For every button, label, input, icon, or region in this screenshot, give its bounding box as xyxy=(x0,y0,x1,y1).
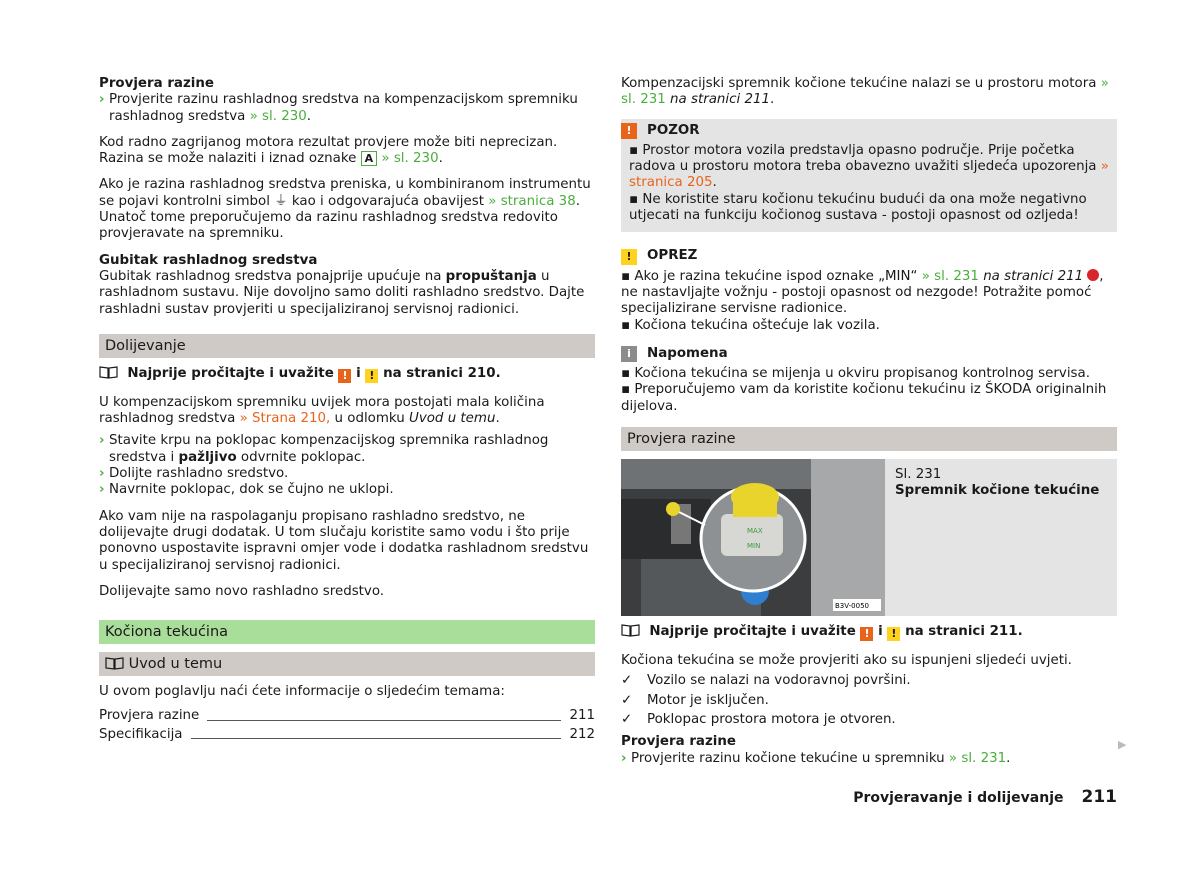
link-page-210[interactable]: » Strana 210, xyxy=(239,411,331,427)
paragraph-no-coolant: Ako vam nije na raspolaganju propisano rashladno sredstvo, ne dolijevajte drugi dodatak. U tom slučaju koristite samo vodu i što prije ponovno uspostavite ispravni omjer vode i dodatka rashladnom sredstvu u specijaliziranoj servisnoj radionici. xyxy=(99,508,589,573)
check-item: ✓ Vozilo se nalazi na vodoravnoj površini. xyxy=(621,673,911,689)
figure-code: B3V-0050 xyxy=(835,602,869,611)
warning-box xyxy=(621,119,1117,233)
figure-231 xyxy=(621,459,1117,616)
section-kociona: Kočiona tekućina xyxy=(99,620,595,644)
link-fig-230[interactable]: » sl. 230 xyxy=(249,108,307,124)
steps-list xyxy=(99,433,595,498)
svg-text:MAX: MAX xyxy=(747,527,763,536)
page-number: 211 xyxy=(1081,787,1117,807)
section-uvod: Uvod u temu xyxy=(99,652,595,676)
figure-title: Spremnik kočione tekućine xyxy=(895,483,1100,499)
info-icon: i xyxy=(621,346,637,362)
paragraph-small-amount: U kompenzacijskom spremniku uvijek mora postojati mala količina rashladnog sredstva » Strana 210, u odlomku Uvod u temu. xyxy=(99,394,545,427)
warning-title: POZOR xyxy=(647,122,700,138)
note-item: ▪ Preporučujemo vam da koristite kočionu tekućinu iz ŠKODA originalnih dijelova. xyxy=(621,382,1107,414)
link-fig-230-b[interactable]: » sl. 230 xyxy=(377,151,439,167)
next-page-arrow-icon[interactable]: ▶ xyxy=(1118,738,1127,751)
paragraph-low-level: Ako je razina rashladnog sredstva preniska, u kombiniranom instrumentu se pojavi kontrolni simbol ⏚ kao i odgovarajuća obavijest » stranica 38. Unatoč tome preporučujemo da razinu rashladnog sredstva redovito provjeravate na spremniku. xyxy=(99,177,591,242)
link-fig-231[interactable]: » sl. 231 xyxy=(621,76,1109,108)
footer-chapter-title: Provjeravanje i dolijevanje xyxy=(853,790,1064,806)
warning-item: ▪ Prostor motora vozila predstavlja opasno područje. Prije početka radova u prostoru motora treba obavezno uvažiti sljedeća upozorenja » stranica 205. xyxy=(629,142,1109,191)
warning-item: ▪ Ne koristite staru kočionu tekućinu budući da ona može negativno utjecati na funkciju kočionog sustava - postoji opasnost od ozljeda! xyxy=(629,191,1087,224)
subheading-gubitak: Gubitak rashladnog sredstva xyxy=(99,252,318,268)
step-arrow-icon: › xyxy=(99,92,105,108)
left-column xyxy=(99,76,595,743)
paragraph-topics: U ovom poglavlju naći ćete informacije o sljedećim temama: xyxy=(99,684,505,700)
paragraph-conditions: Kočiona tekućina se može provjeriti ako su ispunjeni sljedeći uvjeti. xyxy=(621,653,1072,669)
warning-icon: ! xyxy=(621,123,637,139)
caution-item: ▪ Ako je razina tekućine ispod oznake „MIN“ » sl. 231 na stranici 211 , ne nastavljajte vožnju - postoji opasnost od nezgode! Potražite pomoć specijalizirane servisne radionice. xyxy=(621,268,1104,317)
step-3: › Navrnite poklopac, dok se čujno ne uklopi. xyxy=(99,482,394,498)
section-dolijevanje: Dolijevanje xyxy=(99,334,595,358)
paragraph-loss: Gubitak rashladnog sredstva ponajprije upućuje na propuštanja u rashladnom sustavu. Nije dovoljno samo doliti rashladno sredstvo. Dajte rashladni sustav provjeriti u specijaliziranoj servisnoj radionici. xyxy=(99,268,585,317)
book-icon xyxy=(621,624,640,637)
figure-number: Sl. 231 xyxy=(895,467,942,483)
caution-icon: ! xyxy=(887,627,900,641)
figure-caption xyxy=(885,459,1109,616)
step-check-brake: › Provjerite razinu kočione tekućine u spremniku » sl. 231. xyxy=(621,750,1011,766)
caution-heading: ! OPREZ xyxy=(621,248,1117,264)
engine-bay-image xyxy=(621,459,885,616)
link-page-38[interactable]: » stranica 38 xyxy=(488,193,576,209)
toc xyxy=(99,708,595,743)
note-item: ▪ Kočiona tekućina se mijenja u okviru propisanog kontrolnog servisa. xyxy=(621,366,1090,382)
subheading-provjera-right: Provjera razine xyxy=(621,734,736,750)
caution-icon: ! xyxy=(365,369,378,383)
link-fig-231-c[interactable]: » sl. 231 xyxy=(948,750,1007,766)
toc-row[interactable]: Provjera razine 211 xyxy=(99,708,595,724)
step-check-level: › Provjerite razinu rashladnog sredstva na kompenzacijskom spremniku rashladnog sredstva » sl. 230. xyxy=(99,92,578,124)
note-heading: i Napomena xyxy=(621,346,1117,362)
toc-row[interactable]: Specifikacija 212 xyxy=(99,726,595,742)
check-item: ✓ Poklopac prostora motora je otvoren. xyxy=(621,711,896,727)
check-icon: ✓ xyxy=(621,692,633,708)
right-column xyxy=(621,76,1117,767)
step-1: › Stavite krpu na poklopac kompenzacijskog spremnika rashladnog sredstva i pažljivo odvrnite poklopac. xyxy=(99,433,549,465)
read-first-note: Najprije pročitajte i uvažite ! i ! na stranici 210. xyxy=(99,366,595,383)
coolant-warning-icon: ⏚ xyxy=(274,193,288,209)
paragraph-warm-engine: Kod radno zagrijanog motora rezultat provjere može biti neprecizan. Razina se može nalaziti i iznad oznake A » sl. 230. xyxy=(99,134,558,167)
conditions-list xyxy=(621,673,1117,728)
book-icon xyxy=(99,366,118,379)
link-page-205[interactable]: » stranica 205 xyxy=(629,159,1109,191)
page-footer xyxy=(853,787,1117,807)
check-icon: ✓ xyxy=(621,673,633,689)
read-first-note: Najprije pročitajte i uvažite ! i ! na stranici 211. xyxy=(621,624,1117,641)
step-arrow-icon: › xyxy=(621,750,627,766)
check-item: ✓ Motor je isključen. xyxy=(621,692,769,708)
svg-text:MIN: MIN xyxy=(747,542,761,551)
mark-a-box: A xyxy=(361,151,378,166)
caution-icon: ! xyxy=(621,249,637,265)
book-icon xyxy=(105,657,124,670)
paragraph-reservoir-location: Kompenzacijski spremnik kočione tekućine nalazi se u prostoru motora » sl. 231 na stranici 211. xyxy=(621,76,1109,108)
link-fig-231-b[interactable]: » sl. 231 xyxy=(921,268,979,284)
subheading-provjera: Provjera razine xyxy=(99,76,214,91)
brake-warning-icon xyxy=(1087,269,1099,281)
check-icon: ✓ xyxy=(621,711,633,727)
paragraph-new-only: Dolijevajte samo novo rashladno sredstvo. xyxy=(99,583,385,599)
caution-item: ▪ Kočiona tekućina oštećuje lak vozila. xyxy=(621,317,880,333)
warning-icon: ! xyxy=(338,369,351,383)
warning-icon: ! xyxy=(860,627,873,641)
section-provjera: Provjera razine xyxy=(621,427,1117,451)
step-2: › Dolijte rashladno sredstvo. xyxy=(99,466,289,482)
